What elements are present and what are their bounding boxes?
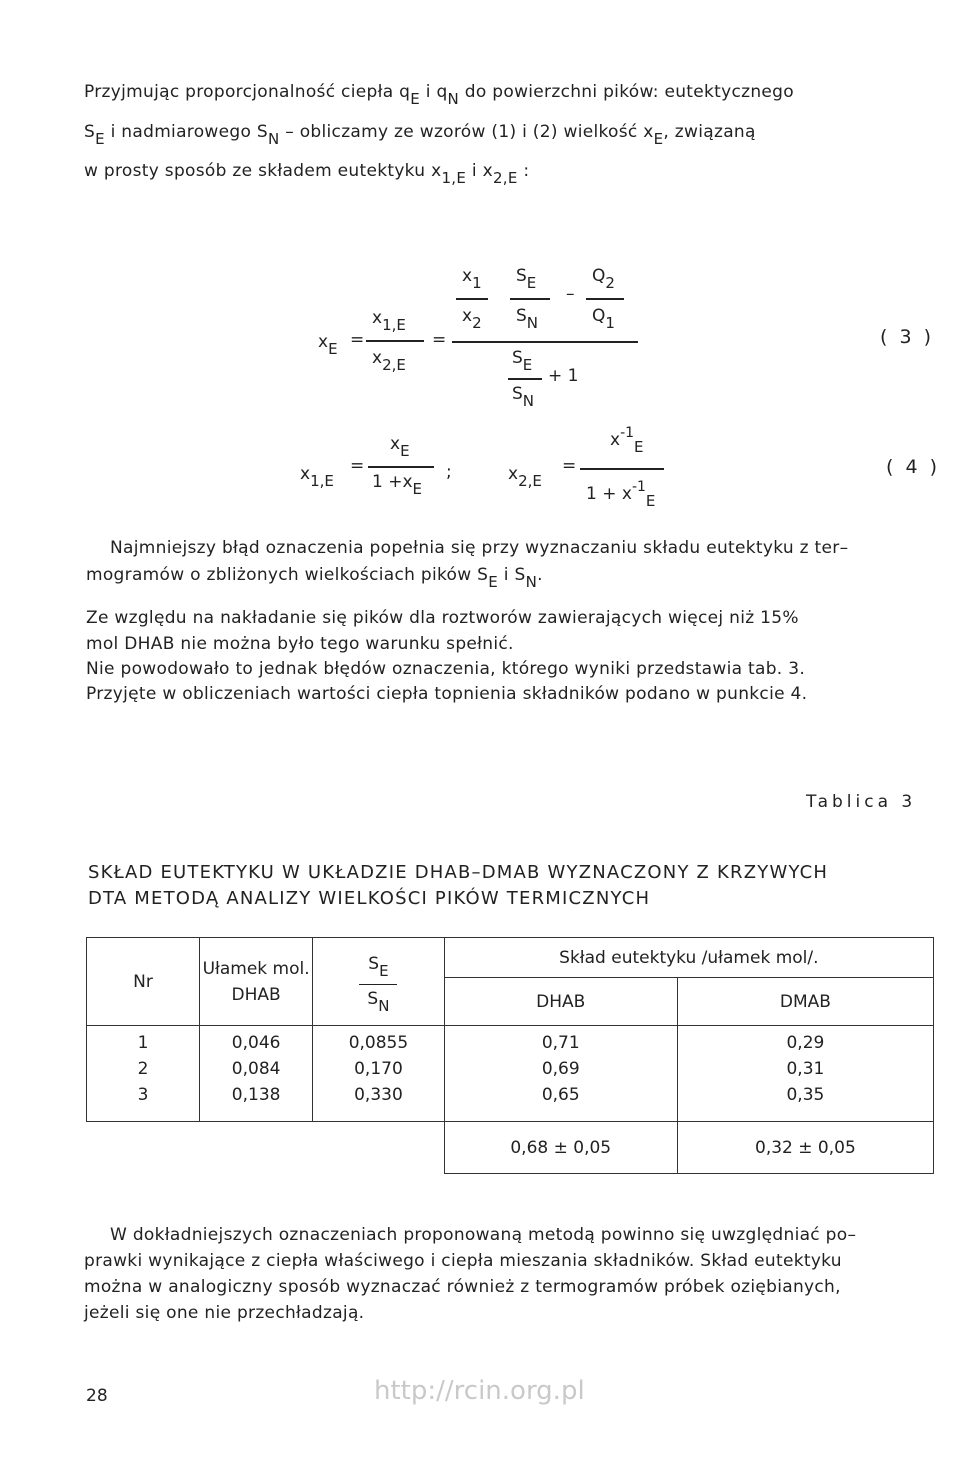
header-text: Nr — [133, 971, 153, 992]
para1-line-2 — [86, 565, 543, 591]
math-symbol: x — [300, 464, 311, 484]
col-ratio — [313, 1026, 445, 1122]
cell: 0,32 ± 0,05 — [755, 1137, 856, 1158]
math-symbol: x — [372, 348, 383, 368]
header-dhab — [444, 978, 677, 1026]
intro-line-2 — [84, 122, 756, 148]
header-text: S — [367, 989, 379, 1010]
subscript: E — [410, 90, 421, 108]
cell: 0,71 — [541, 1033, 580, 1053]
subscript: 1,E — [382, 316, 406, 334]
para-text: i S — [498, 565, 526, 585]
header-text: DHAB — [536, 991, 586, 1012]
equals-sign: = — [562, 456, 577, 476]
cell: 0,68 ± 0,05 — [510, 1137, 612, 1158]
equation-number: ( 3 ) — [880, 326, 934, 348]
table-title-line-1: SKŁAD EUTEKTYKU W UKŁADZIE DHAB–DMAB WYZNACZONY Z KRZYWYCH — [88, 862, 829, 883]
eq4-den2 — [586, 479, 656, 510]
intro-text: i nadmiarowego S — [104, 122, 268, 142]
ratio-fraction — [359, 953, 397, 1016]
intro-text: i x — [466, 161, 493, 181]
fraction-bar — [456, 298, 488, 300]
fraction-bar — [359, 984, 397, 986]
col-fraction — [200, 1026, 313, 1122]
header-text: Skład eutektyku /ułamek mol/. — [559, 947, 819, 968]
para3-line-4: jeżeli się one nie przechładzają. — [84, 1303, 365, 1323]
header-text: DMAB — [779, 991, 831, 1012]
math-symbol: 1 + x — [586, 484, 632, 504]
mean-dhab — [444, 1122, 677, 1174]
cell: 0,69 — [541, 1059, 580, 1079]
subscript: 2,E — [492, 169, 518, 187]
intro-text: i q — [420, 82, 448, 102]
subscript: N — [447, 90, 460, 108]
cell: 0,138 — [231, 1085, 281, 1105]
subscript: E — [653, 130, 664, 148]
para2-line-4: Przyjęte w obliczeniach wartości ciepła topnienia składników podano w punkcie 4. — [86, 684, 808, 704]
subscript: N — [267, 130, 280, 148]
intro-text: Przyjmując proporcjonalność ciepła q — [84, 82, 411, 102]
math-symbol: x — [318, 332, 329, 352]
ratio-numerator — [359, 953, 397, 980]
subscript: 2,E — [382, 356, 406, 374]
table-title-line-2: DTA METODĄ ANALIZY WIELKOŚCI PIKÓW TERMICZNYCH — [88, 888, 651, 909]
para-text: . — [537, 565, 543, 585]
fraction-bar — [368, 466, 434, 468]
intro-text: w prosty sposób ze składem eutektyku x — [84, 161, 442, 181]
subscript: 2 — [472, 314, 482, 332]
subscript: N — [522, 392, 535, 410]
intro-text: S — [84, 122, 96, 142]
equals-sign: = — [350, 330, 365, 350]
page-number: 28 — [86, 1386, 108, 1406]
header-nr — [87, 938, 200, 1026]
empty-cell — [200, 1122, 313, 1174]
cell: 0,31 — [786, 1059, 825, 1079]
intro-text: : — [517, 161, 530, 181]
para2-line-2: mol DHAB nie można było tego warunku spełnić. — [86, 634, 514, 654]
math-symbol: x — [462, 266, 473, 286]
table-mean-row — [87, 1122, 934, 1174]
subscript: E — [526, 274, 537, 292]
watermark: http://rcin.org.pl — [374, 1376, 585, 1406]
subscript: 2 — [605, 274, 615, 292]
eq3-x1 — [462, 266, 482, 292]
subscript: E — [400, 442, 410, 460]
col-dhab — [444, 1026, 677, 1122]
cell: 0,0855 — [348, 1033, 409, 1053]
math-symbol: S — [516, 266, 527, 286]
header-ratio — [313, 938, 445, 1026]
cell: 0,330 — [354, 1085, 403, 1105]
mean-dmab — [677, 1122, 933, 1174]
cell: 0,65 — [541, 1085, 580, 1105]
eq4-x1e — [300, 464, 334, 490]
fraction-bar — [366, 340, 424, 342]
subscript: 1 — [472, 274, 482, 292]
plus-one: + 1 — [548, 366, 579, 386]
eq3-x2 — [462, 306, 482, 332]
subscript: E — [488, 573, 499, 591]
subscript: N — [378, 997, 390, 1016]
table-label: Tablica 3 — [806, 792, 917, 812]
semicolon: ; — [446, 462, 452, 482]
eq3-lhs — [318, 332, 338, 358]
header-composition — [444, 938, 933, 978]
para2-line-1: Ze względu na nakładanie się pików dla roztworów zawierających więcej niż 15% — [86, 608, 799, 628]
eq3-den-se — [512, 348, 533, 374]
eq3-se — [516, 266, 537, 292]
fraction-bar — [580, 468, 664, 470]
subscript: E — [328, 340, 338, 358]
superscript: -1 — [620, 425, 635, 441]
subscript: E — [95, 130, 105, 148]
cell: 0,29 — [786, 1033, 825, 1053]
math-symbol: x — [402, 472, 413, 492]
intro-text: , związaną — [663, 122, 756, 142]
eq4-x2e — [508, 464, 542, 490]
equals-sign: = — [350, 456, 365, 476]
math-symbol: x — [462, 306, 473, 326]
subscript: E — [412, 480, 423, 498]
subscript: E — [645, 492, 656, 510]
math-symbol: 1 + — [372, 472, 403, 492]
eq3-q2 — [592, 266, 615, 292]
eq3-den-sn — [512, 384, 535, 410]
fraction-bar — [508, 378, 542, 380]
header-text: Ułamek mol. — [202, 958, 310, 979]
subscript: 1 — [605, 314, 615, 332]
equals-sign: = — [432, 330, 447, 350]
subscript: N — [525, 573, 538, 591]
cell: 0,084 — [231, 1059, 281, 1079]
superscript: -1 — [631, 479, 646, 495]
intro-text: – obliczamy ze wzorów (1) i (2) wielkość x — [279, 122, 654, 142]
para3-line-3: można w analogiczny sposób wyznaczać również z termogramów próbek oziębianych, — [84, 1277, 841, 1297]
subscript: 1,E — [441, 169, 467, 187]
para3-line-1: W dokładniejszych oznaczeniach proponowaną metodą powinno się uwzględniać po– — [110, 1225, 857, 1245]
subscript: N — [526, 314, 539, 332]
cell: 1 — [137, 1033, 149, 1053]
col-dmab — [677, 1026, 933, 1122]
eq4-den — [372, 472, 423, 498]
cell: 0,170 — [354, 1059, 403, 1079]
math-symbol: x — [390, 434, 401, 454]
cell: 0,35 — [786, 1085, 825, 1105]
col-nr — [87, 1026, 200, 1122]
eq4-num2 — [610, 425, 644, 456]
fraction-bar — [510, 298, 550, 300]
math-symbol: x — [508, 464, 519, 484]
header-dmab — [677, 978, 933, 1026]
subscript: E — [379, 961, 389, 980]
empty-cell — [87, 1122, 200, 1174]
intro-text: do powierzchni pików: eutektycznego — [459, 82, 794, 102]
eq3-frac1-num — [372, 308, 406, 334]
table-row — [87, 1026, 934, 1122]
math-symbol: S — [512, 348, 523, 368]
math-symbol: Q — [592, 266, 606, 286]
intro-line-3 — [84, 161, 530, 187]
math-symbol: S — [516, 306, 527, 326]
subscript: E — [634, 438, 644, 456]
fraction-bar — [586, 298, 624, 300]
cell: 3 — [137, 1085, 149, 1105]
minus-sign: – — [566, 284, 575, 304]
math-symbol: x — [610, 430, 621, 450]
eq4-num — [390, 434, 410, 460]
header-text: DHAB — [231, 984, 281, 1005]
eutectic-table — [86, 937, 934, 1174]
math-symbol: Q — [592, 306, 606, 326]
cell: 2 — [137, 1059, 149, 1079]
eq3-frac1-den — [372, 348, 406, 374]
subscript: 1,E — [310, 472, 334, 490]
eq3-sn — [516, 306, 539, 332]
para2-line-3: Nie powodowało to jednak błędów oznaczenia, którego wyniki przedstawia tab. 3. — [86, 659, 806, 679]
para1-line-1: Najmniejszy błąd oznaczenia popełnia się przy wyznaczaniu składu eutektyku z ter– — [110, 538, 849, 558]
header-text: S — [368, 953, 380, 974]
subscript: E — [522, 356, 533, 374]
subscript: 2,E — [518, 472, 542, 490]
math-symbol: S — [512, 384, 523, 404]
para3-line-2: prawki wynikające z ciepła właściwego i ciepła mieszania składników. Skład eutektyku — [84, 1251, 842, 1271]
header-fraction — [200, 938, 313, 1026]
ratio-denominator — [359, 989, 397, 1016]
intro-line-1 — [84, 82, 794, 108]
para-text: mogramów o zbliżonych wielkościach pików S — [86, 565, 489, 585]
equation-number: ( 4 ) — [886, 456, 940, 478]
main-fraction-bar — [452, 341, 638, 343]
empty-cell — [313, 1122, 445, 1174]
cell: 0,046 — [231, 1033, 281, 1053]
math-symbol: x — [372, 308, 383, 328]
eq3-q1 — [592, 306, 615, 332]
